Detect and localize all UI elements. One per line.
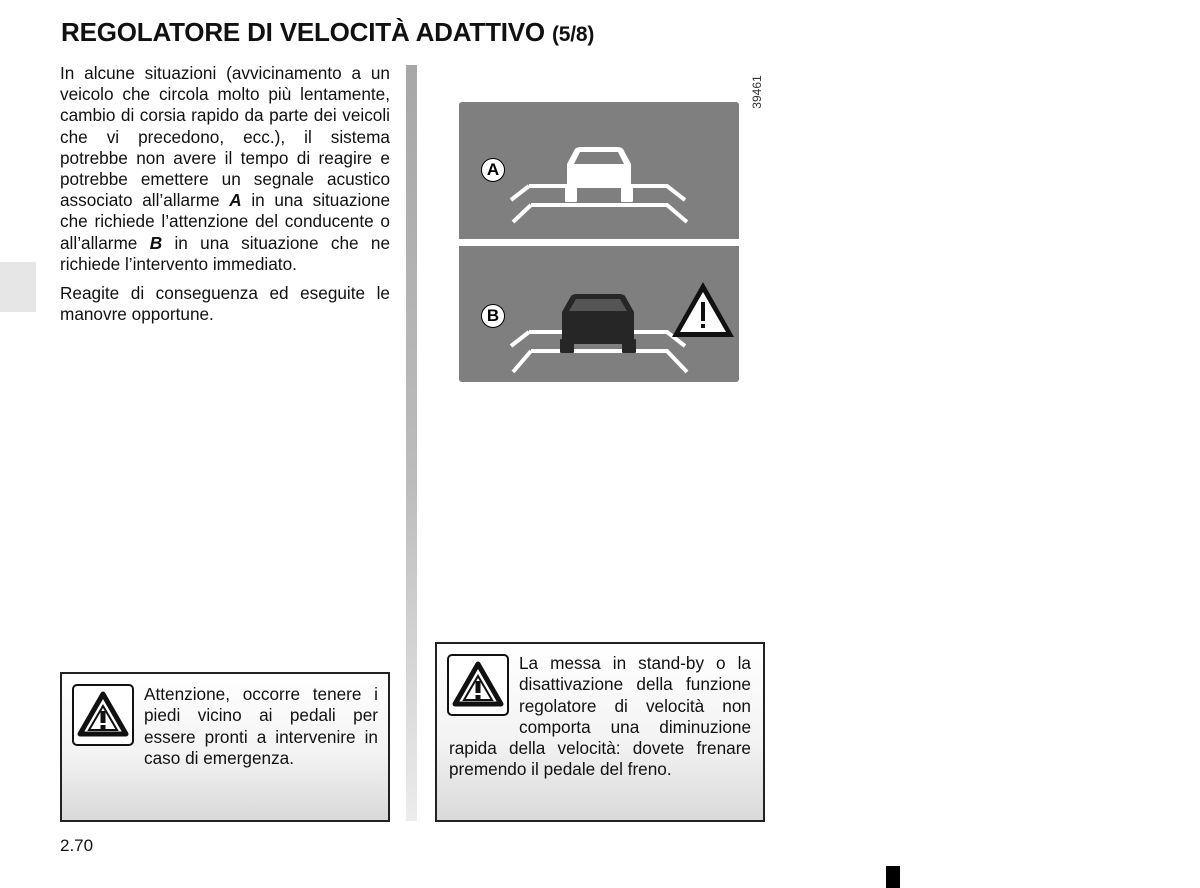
warning-text-standby: La messa in stand-by o la disattivazione della funzione regolatore di velocità non comporta una diminuzione rapida della velocità: dovete frenare premendo il pedale del freno.: [449, 653, 751, 780]
lane-marking-far-left: [511, 186, 529, 200]
paragraph-1-part-1: In alcune situazioni (avvicinamento a un veicolo che circola molto più lentamente, cambio di corsia rapido da parte dei veicoli che vi precedono, ecc.), il sistema potrebbe non avere il tempo di reagire e potrebbe emettere un segnale acustico associato all’allarme: [60, 63, 390, 211]
figure-number: 39461: [750, 75, 764, 109]
alarm-figure: [459, 102, 739, 382]
paragraph-1-part-2: in una situazione che richiede l’attenzione del conducente o all’allarme: [60, 190, 391, 253]
lane-marking-near: [531, 205, 687, 222]
lane-marking-near: [531, 351, 687, 372]
column-divider: [406, 65, 417, 821]
left-column: [60, 63, 390, 333]
title-text: REGOLATORE DI VELOCITÀ ADATTIVO: [61, 17, 545, 47]
paragraph-1-part-3: in una situazione che ne richiede l’intervento immediato.: [60, 232, 390, 274]
warning-box-pedals: [60, 672, 390, 822]
warning-icon: [72, 684, 134, 746]
alarm-a-panel: [459, 102, 739, 239]
label-a: A: [481, 158, 505, 182]
warning-box-standby: [435, 642, 765, 822]
label-b: B: [481, 304, 505, 328]
paragraph-1: [60, 63, 390, 275]
warning-triangle-icon: [672, 282, 734, 337]
page-title: [61, 17, 594, 48]
page-number: 2.70: [60, 836, 94, 855]
lane-marking-far-left: [511, 332, 529, 346]
section-marker: [886, 866, 900, 888]
warning-text-pedals: Attenzione, occorre tenere i piedi vicino ai pedali per essere pronti a intervenire in caso di emergenza.: [144, 684, 378, 768]
alarm-b-panel: [459, 246, 739, 382]
lane-marking-near-left: [513, 351, 531, 372]
rear-window: [574, 152, 624, 164]
chapter-tab: [0, 262, 36, 312]
paragraph-2: Reagite di conseguenza ed eseguite le manovre opportune.: [60, 283, 390, 325]
alarm-a-ref: A: [229, 190, 242, 211]
lane-marking-near-left: [513, 205, 531, 222]
alarm-b-ref: B: [149, 232, 163, 253]
lane-marking-far: [529, 186, 685, 200]
rear-window: [569, 299, 627, 311]
warning-icon: [447, 654, 509, 716]
page-indicator: (5/8): [552, 23, 595, 46]
